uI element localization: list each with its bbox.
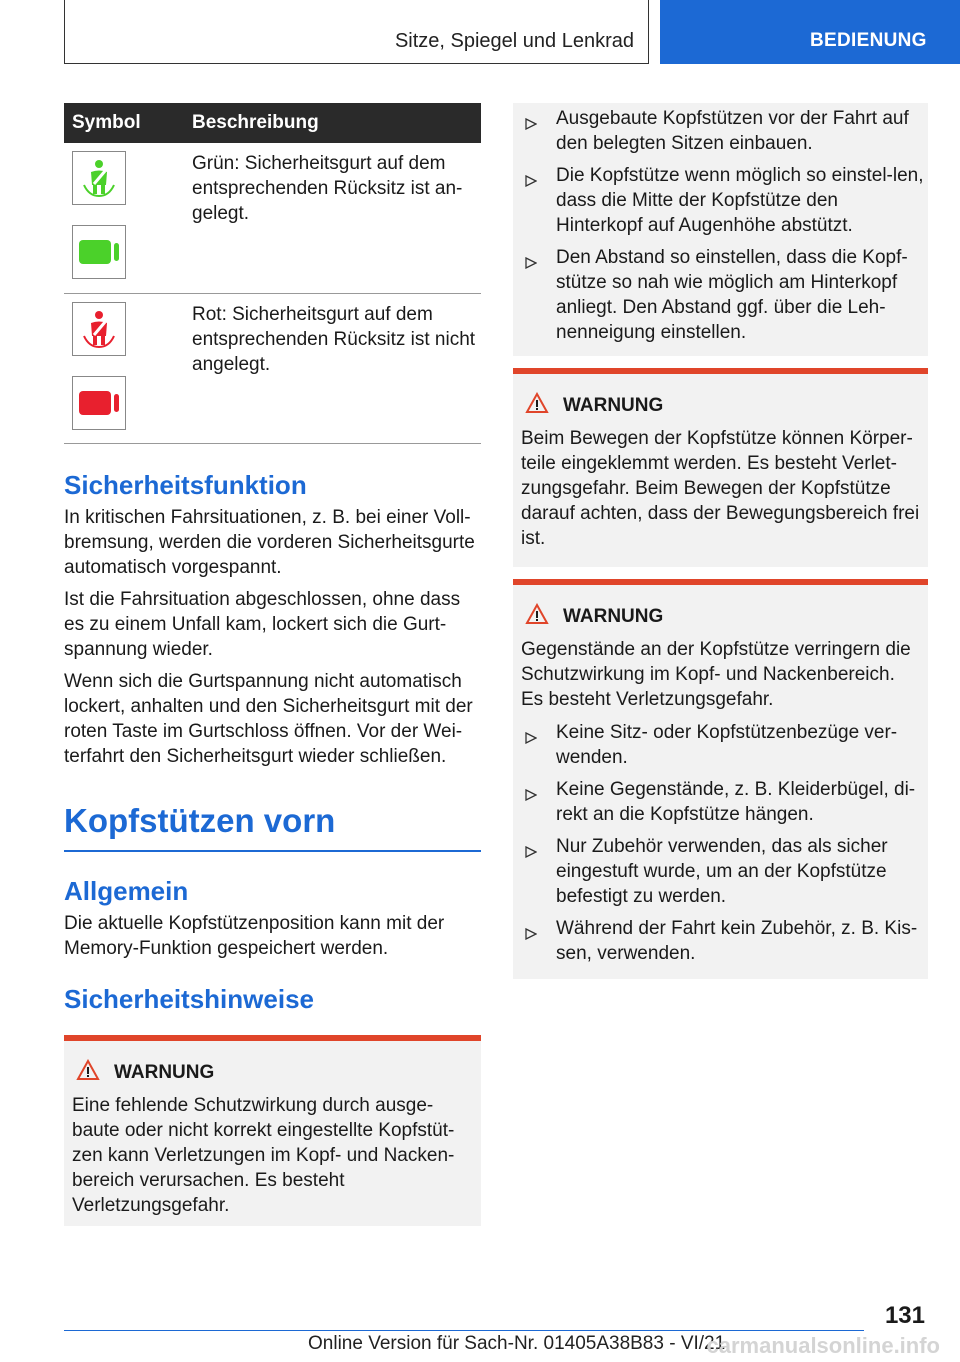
seatbelt-icon-red: [72, 302, 126, 356]
warning-box: [64, 1035, 481, 1226]
warning-label: WARNUNG: [114, 1061, 215, 1083]
table-header-description: Beschreibung: [192, 103, 481, 143]
paragraph: Ist die Fahrsituation abgeschlossen, ohne dass es zu einem Unfall kam, lockert sich die Gurt-spannung wieder.: [64, 588, 461, 660]
warning-triangle-icon: [525, 603, 549, 631]
list-item: Ausgebaute Kopfstützen vor der Fahrt auf den belegten Sitzen einbauen.: [513, 106, 928, 156]
left-column: [64, 103, 481, 1226]
chapter-tab-label: BEDIENUNG: [810, 30, 927, 51]
heading-allgemein: Allgemein: [64, 875, 189, 906]
footer-version: Online Version für Sach-Nr. 01405A38B83 - VI/21: [308, 1333, 726, 1354]
seat-occupied-icon-green: [72, 225, 126, 279]
list-item: Keine Sitz- oder Kopfstützenbezüge ver-wenden.: [513, 720, 920, 770]
bullet-box: [513, 103, 928, 356]
heading-sicherheitshinweise: Sicherheitshinweise: [64, 983, 314, 1014]
warning-box: [513, 579, 928, 979]
heading-sicherheitsfunktion: Sicherheitsfunktion: [64, 469, 307, 500]
warning-triangle-icon: [76, 1059, 100, 1087]
warning-text: Gegenstände an der Kopfstütze verringern die Schutzwirkung im Kopf- und Nackenbereich. Es besteht Verletzungsgefahr.: [521, 639, 911, 710]
list-item: Die Kopfstütze wenn möglich so einstel-len, dass die Mitte der Kopfstütze den Hinterkopf auf Augenhöhe abstützt.: [513, 163, 928, 238]
seat-occupied-icon-red: [72, 376, 126, 430]
triangle-bullet-icon: [525, 840, 537, 865]
warning-text: Eine fehlende Schutzwirkung durch ausge-baute oder nicht korrekt eingestellte Kopfstüt-zen kann Verletzungen im Kopf- und Nacken-bereich verursachen. Es besteht Verletzungsgefahr.: [72, 1094, 455, 1216]
footer-rule: [64, 1330, 864, 1331]
symbol-table: [64, 103, 481, 444]
warning-label: WARNUNG: [563, 606, 664, 627]
warning-triangle-icon: [525, 392, 549, 420]
list-item: Während der Fahrt kein Zubehör, z. B. Kis-sen, verwenden.: [513, 916, 920, 966]
paragraph: Wenn sich die Gurtspannung nicht automatisch lockert, anhalten und den Sicherheitsgurt mit der roten Taste im Gurtschloss öffnen. Vor der Wei-terfahrt den Sicherheitsgurt wieder schließen.: [64, 670, 473, 767]
triangle-bullet-icon: [525, 922, 537, 947]
warning-box: [513, 368, 928, 567]
chapter-tab: [660, 0, 960, 64]
header-box: [64, 0, 649, 64]
table-header-symbol: Symbol: [64, 103, 192, 143]
title-kopfstuetzen: Kopfstützen vorn: [64, 801, 336, 839]
table-row: [64, 293, 481, 443]
warning-text: Beim Bewegen der Kopfstütze können Körper-teile eingeklemmt werden. Es besteht Verlet-zungsgefahr. Beim Bewegen der Kopfstütze darauf achten, dass der Bewegungsbereich frei ist.: [521, 428, 920, 549]
paragraph: In kritischen Fahrsituationen, z. B. bei einer Voll-bremsung, werden die vorderen Sicherheitsgurte automatisch vorgespannt.: [64, 506, 475, 578]
triangle-bullet-icon: [525, 783, 537, 808]
watermark: carmanualsonline.info: [706, 1333, 940, 1358]
table-row-description: Grün: Sicherheitsgurt auf dem entsprechenden Rücksitz ist an-gelegt.: [192, 143, 481, 293]
section-title: Sitze, Spiegel und Lenkrad: [394, 30, 634, 52]
triangle-bullet-icon: [525, 112, 537, 137]
right-column: [513, 103, 928, 979]
paragraph: Die aktuelle Kopfstützenposition kann mit der Memory-Funktion gespeichert werden.: [64, 912, 445, 959]
list-item: Nur Zubehör verwenden, das als sicher eingestuft wurde, um an der Kopfstütze befestigt zu werden.: [513, 834, 920, 909]
table-row: [64, 143, 481, 293]
list-item: Den Abstand so einstellen, dass die Kopf-stütze so nah wie möglich am Hinterkopf anliegt. Den Abstand ggf. über die Leh-nenneigung einstellen.: [513, 245, 928, 345]
page-number: 131: [884, 1302, 925, 1329]
table-row-description: Rot: Sicherheitsgurt auf dem entsprechenden Rücksitz ist nicht angelegt.: [192, 293, 481, 443]
warning-label: WARNUNG: [563, 395, 664, 416]
list-item: Keine Gegenstände, z. B. Kleiderbügel, di-rekt an die Kopfstütze hängen.: [513, 777, 920, 827]
triangle-bullet-icon: [525, 726, 537, 751]
seatbelt-icon-green: [72, 151, 126, 205]
triangle-bullet-icon: [525, 169, 537, 194]
triangle-bullet-icon: [525, 251, 537, 276]
